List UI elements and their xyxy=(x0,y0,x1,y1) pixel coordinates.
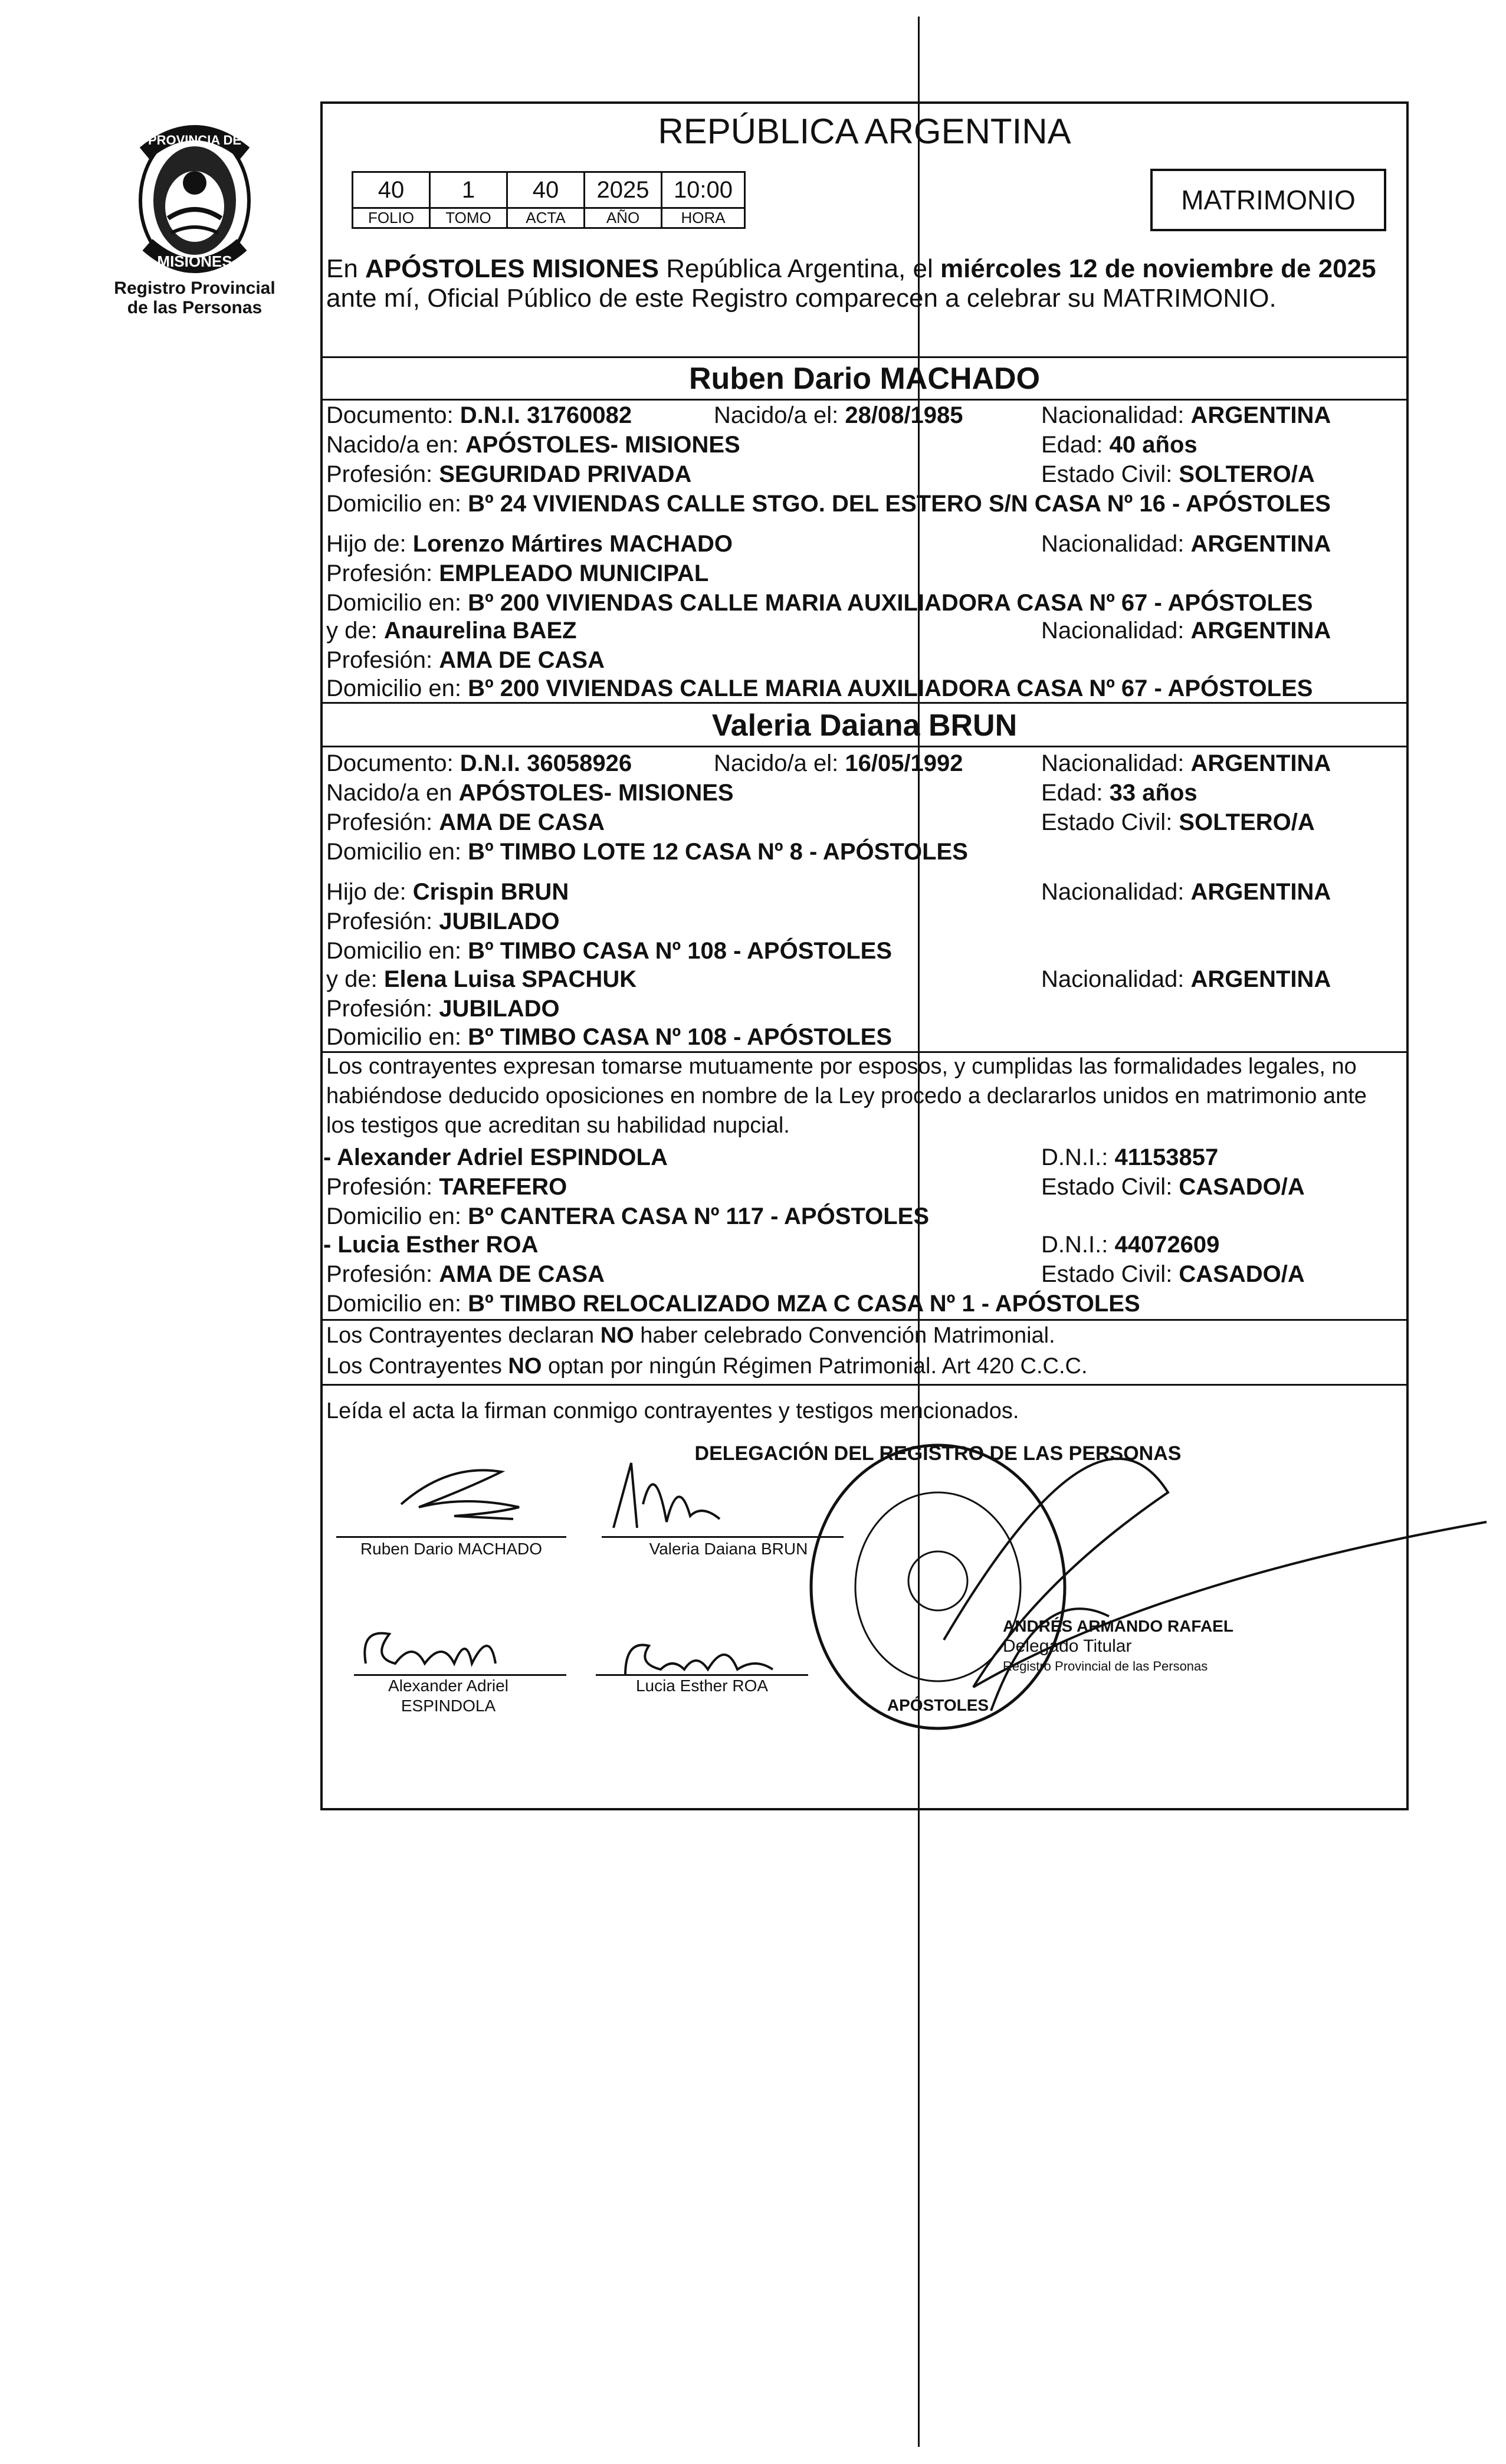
regime-line-2: Los Contrayentes NO optan por ningún Régimen Patrimonial. Art 420 C.C.C. xyxy=(326,1354,1088,1379)
signature-valeria-icon xyxy=(602,1451,743,1546)
witness2-name: - Lucia Esther ROA xyxy=(323,1232,539,1258)
ano-label: AÑO xyxy=(585,208,662,228)
spouse1-mother: y de: Anaurelina BAEZ xyxy=(326,618,577,644)
acta-value: 40 xyxy=(507,172,585,208)
witness2-profesion: Profesión: AMA DE CASA xyxy=(326,1261,605,1287)
spouse1-nacionalidad: Nacionalidad: ARGENTINA xyxy=(1041,402,1331,428)
spouse1-mother-nacionalidad: Nacionalidad: ARGENTINA xyxy=(1041,618,1331,644)
witness2-domicilio: Domicilio en: Bº TIMBO RELOCALIZADO MZA C CASA Nº 1 - APÓSTOLES xyxy=(326,1291,1140,1317)
registration-table xyxy=(352,171,746,229)
spouse2-edad: Edad: 33 años xyxy=(1041,780,1197,806)
spouse1-father-profesion: Profesión: EMPLEADO MUNICIPAL xyxy=(326,560,709,586)
spouse2-father-profesion: Profesión: JUBILADO xyxy=(326,908,560,934)
signature-alexander-icon xyxy=(354,1616,519,1681)
closing-statement: Leída el acta la firman conmigo contrayentes y testigos mencionados. xyxy=(326,1399,1019,1423)
tomo-label: TOMO xyxy=(430,208,507,228)
declaration-line-2: habiéndose deducido oposiciones en nombre de la Ley procedo a declararlos unidos en matrimonio ante xyxy=(326,1084,1367,1108)
spouse1-father: Hijo de: Lorenzo Mártires MACHADO xyxy=(326,531,733,557)
ano-value: 2025 xyxy=(585,172,662,208)
official-name: ANDRÉS ARMANDO RAFAEL xyxy=(1003,1617,1233,1635)
spouse2-mother: y de: Elena Luisa SPACHUK xyxy=(326,966,637,992)
witness1-domicilio: Domicilio en: Bº CANTERA CASA Nº 117 - APÓSTOLES xyxy=(326,1203,930,1229)
spouse1-edad: Edad: 40 años xyxy=(1041,432,1197,458)
spouse1-nacido-en: Nacido/a en: APÓSTOLES- MISIONES xyxy=(326,432,740,458)
spouse2-documento: Documento: D.N.I. 36058926 xyxy=(326,750,632,776)
signature-line xyxy=(336,1536,566,1538)
divider xyxy=(320,1384,1409,1386)
signature-label-4: Lucia Esther ROA xyxy=(635,1676,769,1695)
witness2-estado-civil: Estado Civil: CASADO/A xyxy=(1041,1261,1305,1287)
spouse2-nacido-en: Nacido/a en APÓSTOLES- MISIONES xyxy=(326,780,734,806)
spouse2-nacionalidad: Nacionalidad: ARGENTINA xyxy=(1041,750,1331,776)
signature-line xyxy=(354,1674,566,1676)
signature-label-3a: Alexander Adriel xyxy=(388,1676,508,1695)
spouse1-profesion: Profesión: SEGURIDAD PRIVADA xyxy=(326,461,692,487)
official-title: Delegado Titular xyxy=(1003,1636,1132,1656)
country-title: REPÚBLICA ARGENTINA xyxy=(658,111,1071,151)
signature-label-1: Ruben Dario MACHADO xyxy=(360,1540,543,1558)
spouse2-mother-profesion: Profesión: JUBILADO xyxy=(326,996,560,1022)
intro-line-1: En APÓSTOLES MISIONES República Argentina, el miércoles 12 de noviembre de 2025 xyxy=(326,254,1376,283)
coat-of-arms-icon xyxy=(127,118,263,277)
witness1-estado-civil: Estado Civil: CASADO/A xyxy=(1041,1174,1305,1200)
signature-ruben-icon xyxy=(378,1451,543,1534)
hora-value: 10:00 xyxy=(662,172,745,208)
divider xyxy=(320,399,1409,401)
spouse2-father-nacionalidad: Nacionalidad: ARGENTINA xyxy=(1041,879,1331,905)
official-stamp xyxy=(1003,1616,1233,1676)
witness1-name: - Alexander Adriel ESPINDOLA xyxy=(323,1144,668,1170)
act-type-box: MATRIMONIO xyxy=(1150,169,1386,231)
spouse1-mother-domicilio: Domicilio en: Bº 200 VIVIENDAS CALLE MARIA AUXILIADORA CASA Nº 67 - APÓSTOLES xyxy=(326,675,1313,701)
official-org: Registro Provincial de las Personas xyxy=(1003,1659,1208,1674)
regime-line-1: Los Contrayentes declaran NO haber celebrado Convención Matrimonial. xyxy=(326,1323,1055,1348)
tomo-value: 1 xyxy=(430,172,507,208)
stamp-inner-text: APÓSTOLES xyxy=(887,1696,989,1714)
spouse2-mother-domicilio: Domicilio en: Bº TIMBO CASA Nº 108 - APÓSTOLES xyxy=(326,1024,893,1050)
witness2-dni: D.N.I.: 44072609 xyxy=(1041,1232,1220,1258)
spouse2-name: Valeria Daiana BRUN xyxy=(711,708,1018,743)
official-signature-icon xyxy=(920,1404,1498,1734)
divider xyxy=(320,356,1409,358)
stamp-outer-text: DELEGACIÓN DEL REGISTRO DE LAS PERSONAS xyxy=(694,1442,1182,1465)
witness1-dni: D.N.I.: 41153857 xyxy=(1041,1144,1219,1170)
spouse1-domicilio: Domicilio en: Bº 24 VIVIENDAS CALLE STGO. DEL ESTERO S/N CASA Nº 16 - APÓSTOLES xyxy=(326,491,1331,517)
spouse1-name: Ruben Dario MACHADO xyxy=(688,362,1041,396)
signature-line xyxy=(596,1674,808,1676)
declaration-line-3: los testigos que acreditan su habilidad nupcial. xyxy=(326,1113,790,1138)
spouse1-mother-profesion: Profesión: AMA DE CASA xyxy=(326,647,605,673)
spouse1-father-domicilio: Domicilio en: Bº 200 VIVIENDAS CALLE MARIA AUXILIADORA CASA Nº 67 - APÓSTOLES xyxy=(326,590,1313,616)
spouse2-father-domicilio: Domicilio en: Bº TIMBO CASA Nº 108 - APÓSTOLES xyxy=(326,938,893,964)
spouse2-domicilio: Domicilio en: Bº TIMBO LOTE 12 CASA Nº 8 - APÓSTOLES xyxy=(326,839,968,865)
divider xyxy=(320,702,1409,704)
seal-text-top: PROVINCIA DE xyxy=(147,133,242,147)
signature-label-2: Valeria Daiana BRUN xyxy=(649,1540,808,1558)
hora-label: HORA xyxy=(662,208,745,228)
spouse2-estado-civil: Estado Civil: SOLTERO/A xyxy=(1041,809,1315,835)
folio-value: 40 xyxy=(353,172,430,208)
seal-text-bottom: MISIONES xyxy=(157,252,232,270)
spouse1-estado-civil: Estado Civil: SOLTERO/A xyxy=(1041,461,1315,487)
divider xyxy=(320,746,1409,747)
spouse1-nacido-el: Nacido/a el: 28/08/1985 xyxy=(714,402,963,428)
declaration-line-1: Los contrayentes expresan tomarse mutuamente por esposos, y cumplidas las formalidades legales, no xyxy=(326,1054,1357,1079)
spouse2-profesion: Profesión: AMA DE CASA xyxy=(326,809,605,835)
provincial-logo xyxy=(127,118,263,277)
signature-label-3b: ESPINDOLA xyxy=(401,1697,496,1715)
divider xyxy=(320,1319,1409,1321)
spouse2-mother-nacionalidad: Nacionalidad: ARGENTINA xyxy=(1041,966,1331,992)
spouse1-documento: Documento: D.N.I. 31760082 xyxy=(326,402,632,428)
logo-caption: Registro Provincial de las Personas xyxy=(114,278,275,317)
acta-label: ACTA xyxy=(507,208,585,228)
spouse2-nacido-el: Nacido/a el: 16/05/1992 xyxy=(714,750,963,776)
intro-line-2: ante mí, Oficial Público de este Registro comparecen a celebrar su MATRIMONIO. xyxy=(326,284,1277,313)
witness1-profesion: Profesión: TAREFERO xyxy=(326,1174,567,1200)
spouse1-father-nacionalidad: Nacionalidad: ARGENTINA xyxy=(1041,531,1331,557)
spouse2-father: Hijo de: Crispin BRUN xyxy=(326,879,569,905)
folio-label: FOLIO xyxy=(353,208,430,228)
